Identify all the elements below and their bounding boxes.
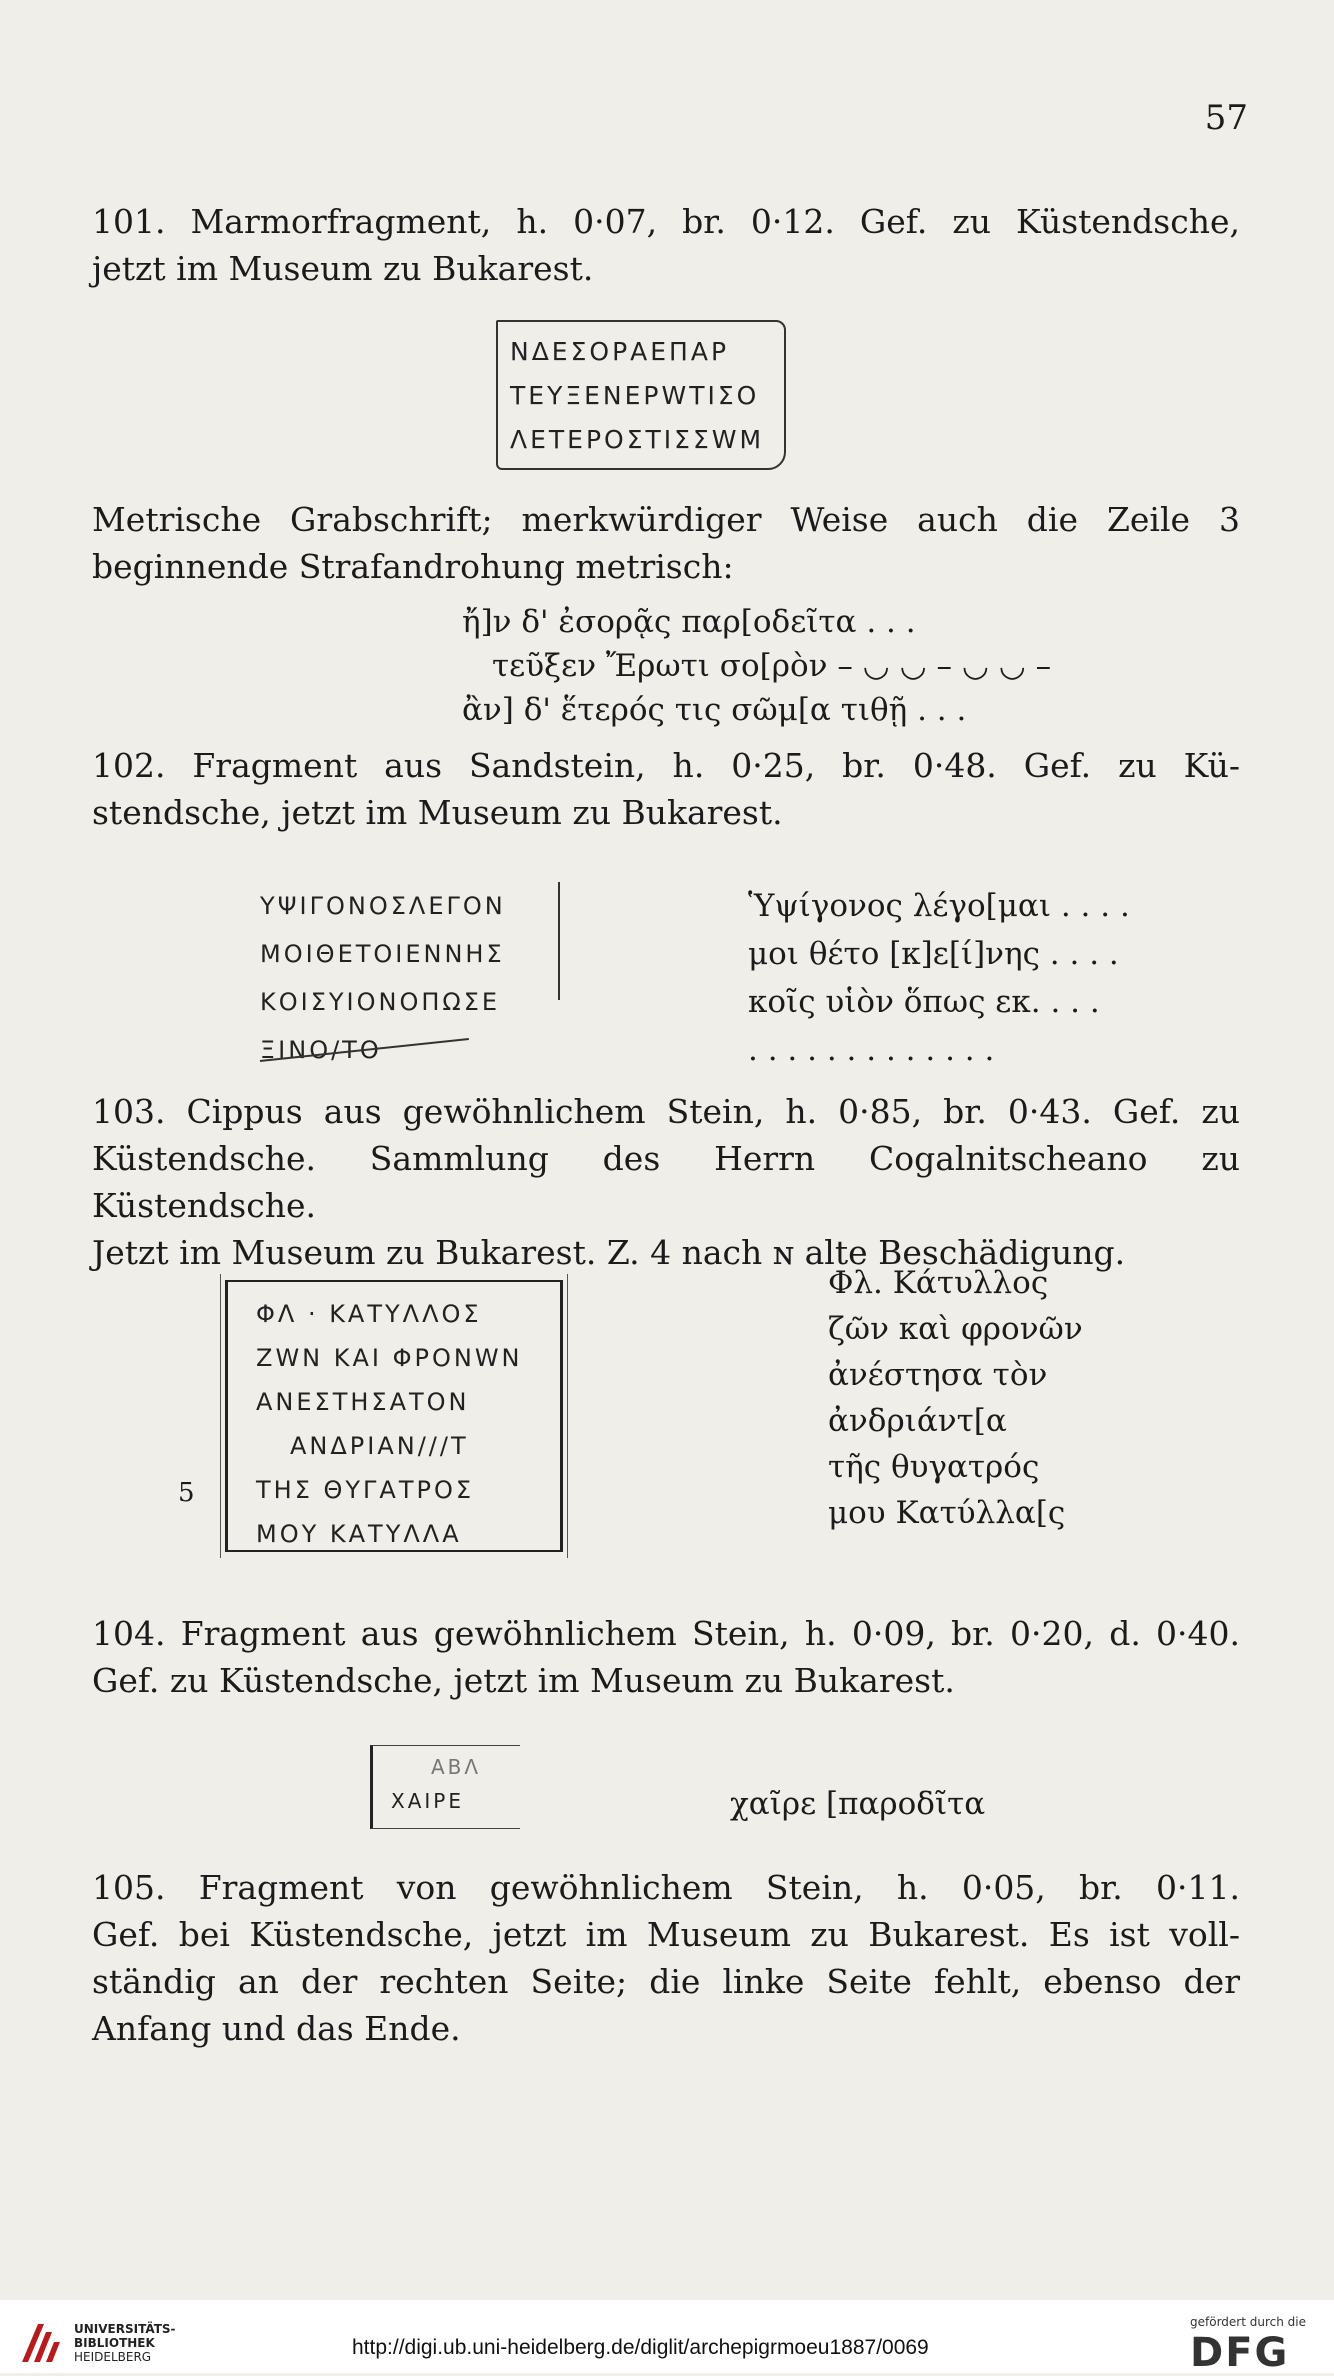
inscription-line: ΧΑΙΡΕ: [391, 1789, 464, 1813]
inscription-line: ΖWΝ ΚΑΙ ΦΡΟΝWΝ: [256, 1344, 523, 1372]
inscription-line: ΞΙΝΟ/ΤΟ: [260, 1036, 382, 1064]
greek-line: ἤ]ν δ' ἐσορᾷς παρ[οδεῖτα . . .: [462, 604, 916, 640]
inscription-line: ΦΛ · ΚΑΤΥΛΛΟΣ: [256, 1300, 482, 1328]
entry-101-comment: [92, 496, 1240, 590]
entry-105-line-1: 105. Fragment von gewöhnlichem Stein, h. 0·05, br. 0·11.: [92, 1868, 1240, 1907]
inscription-line: ΑΝΔΡΙΑΝ///Τ: [290, 1432, 469, 1460]
greek-line: μου Κατύλλα[ς: [828, 1495, 1066, 1531]
entry-102-line-1: 102. Fragment aus Sandstein, h. 0·25, br. 0·48. Gef. zu Kü-: [92, 746, 1240, 785]
greek-line: κοῖς υἱὸν ὅπως εκ. . . .: [748, 984, 1100, 1020]
greek-line: ἀνέστησα τὸν: [828, 1357, 1048, 1393]
entry-105-line-2: Gef. bei Küstendsche, jetzt im Museum zu Bukarest. Es ist voll-: [92, 1915, 1240, 1954]
funding-label: gefördert durch die: [1190, 2315, 1306, 2329]
greek-line: μοι θέτο [κ]ε[ί]νης . . . .: [748, 936, 1119, 972]
greek-line: ζῶν καὶ φρονῶν: [828, 1311, 1083, 1347]
greek-line: τεῦξεν Ἔρωτι σο[ρὸν – ◡ ◡ – ◡ ◡ –: [492, 648, 1052, 684]
inscription-line: ΝΔΕΣΟΡΑΕΠΑΡ: [510, 337, 730, 366]
inscription-line: ΤΕΥΞΕΝΕΡWΤΙΣΟ: [510, 381, 760, 410]
comment-line-2: beginnende Strafandrohung metrisch:: [92, 547, 734, 586]
entry-104-heading: [92, 1610, 1240, 1704]
greek-line: ἀνδριάντ[α: [828, 1403, 1007, 1439]
entry-103-line-1: 103. Cippus aus gewöhnlichem Stein, h. 0·85, br. 0·43. Gef. zu: [92, 1092, 1240, 1131]
entry-105-heading: [92, 1864, 1240, 2052]
dfg-logo: DFG: [1190, 2330, 1290, 2376]
entry-103-line-3: Jetzt im Museum zu Bukarest. Z. 4 nach ɴ alte Beschädigung.: [92, 1233, 1126, 1272]
entry-101-line-1: 101. Marmorfragment, h. 0·07, br. 0·12. Gef. zu Küstendsche,: [92, 202, 1240, 241]
inscription-line: ΤΗΣ ΘΥΓΑΤΡΟΣ: [256, 1476, 475, 1504]
inscription-line: ΑΝΕΣΤΗΣΑΤΟΝ: [256, 1388, 470, 1416]
entry-102-line-2: stendsche, jetzt im Museum zu Bukarest.: [92, 793, 783, 832]
page-number: 57: [1204, 98, 1248, 138]
entry-104-line-1: 104. Fragment aus gewöhnlichem Stein, h. 0·09, br. 0·20, d. 0·40.: [92, 1614, 1240, 1653]
entry-102-heading: [92, 742, 1240, 836]
entry-104-line-2: Gef. zu Küstendsche, jetzt im Museum zu Bukarest.: [92, 1661, 955, 1700]
entry-101-heading: [92, 198, 1240, 292]
university-name: [74, 2322, 176, 2364]
greek-line: τῆς θυγατρός: [828, 1449, 1040, 1485]
inscription-line: ΜΟΙΘΕΤΟΙΕΝΝΗΣ: [260, 940, 505, 968]
inscription-line: ΜΟΥ ΚΑΤΥΛΛΑ: [256, 1520, 462, 1548]
greek-transcription-104: [730, 1782, 985, 1826]
entry-105-line-4: Anfang und das Ende.: [92, 2009, 461, 2048]
entry-103-heading: [92, 1088, 1240, 1276]
line-number: 5: [178, 1478, 195, 1508]
university-name-line: HEIDELBERG: [74, 2350, 152, 2364]
greek-transcription-101: [462, 600, 1051, 732]
inscription-line: ΑΒΛ: [431, 1755, 482, 1779]
inscription-103: [225, 1280, 563, 1552]
greek-line: Φλ. Κάτυλλος: [828, 1265, 1049, 1301]
greek-transcription-102: [748, 882, 1130, 1074]
university-name-line: BIBLIOTHEK: [74, 2336, 155, 2350]
greek-line: Ὑψίγονος λέγο[μαι . . . .: [748, 888, 1130, 924]
inscription-101: [496, 320, 786, 470]
greek-line: ἂν] δ' ἕτερός τις σῶμ[α τιθῇ . . .: [462, 692, 967, 728]
inscription-line: ΚΟΙΣΥΙΟΝΟΠΩΣΕ: [260, 988, 501, 1016]
entry-103-line-2: Küstendsche. Sammlung des Herrn Cogalnitscheano zu Küstendsche.: [92, 1139, 1240, 1225]
university-logo-icon: [16, 2318, 64, 2366]
inscription-line: ΛΕΤΕΡΟΣΤΙΣΣWΜ: [510, 425, 765, 454]
inscription-104: [370, 1745, 520, 1829]
cippus-outline: [220, 1274, 568, 1558]
comment-line-1: Metrische Grabschrift; merkwürdiger Weise auch die Zeile 3: [92, 500, 1240, 539]
greek-transcription-103: [828, 1260, 1083, 1536]
university-name-line: UNIVERSITÄTS-: [74, 2322, 176, 2336]
stone-edge: [548, 882, 560, 1000]
greek-line: χαῖρε [παροδῖτα: [730, 1786, 986, 1822]
source-url-link[interactable]: http://digi.ub.uni-heidelberg.de/diglit/archepigrmoeu1887/0069: [352, 2336, 929, 2359]
inscription-line: ΥΨΙΓΟΝΟΣΛΕΓΟΝ: [260, 892, 506, 920]
greek-line: . . . . . . . . . . . . .: [748, 1032, 995, 1068]
entry-105-line-3: ständig an der rechten Seite; die linke Seite fehlt, ebenso der: [92, 1962, 1240, 2001]
entry-101-line-2: jetzt im Museum zu Bukarest.: [92, 249, 594, 288]
inscription-102: [260, 882, 560, 1062]
